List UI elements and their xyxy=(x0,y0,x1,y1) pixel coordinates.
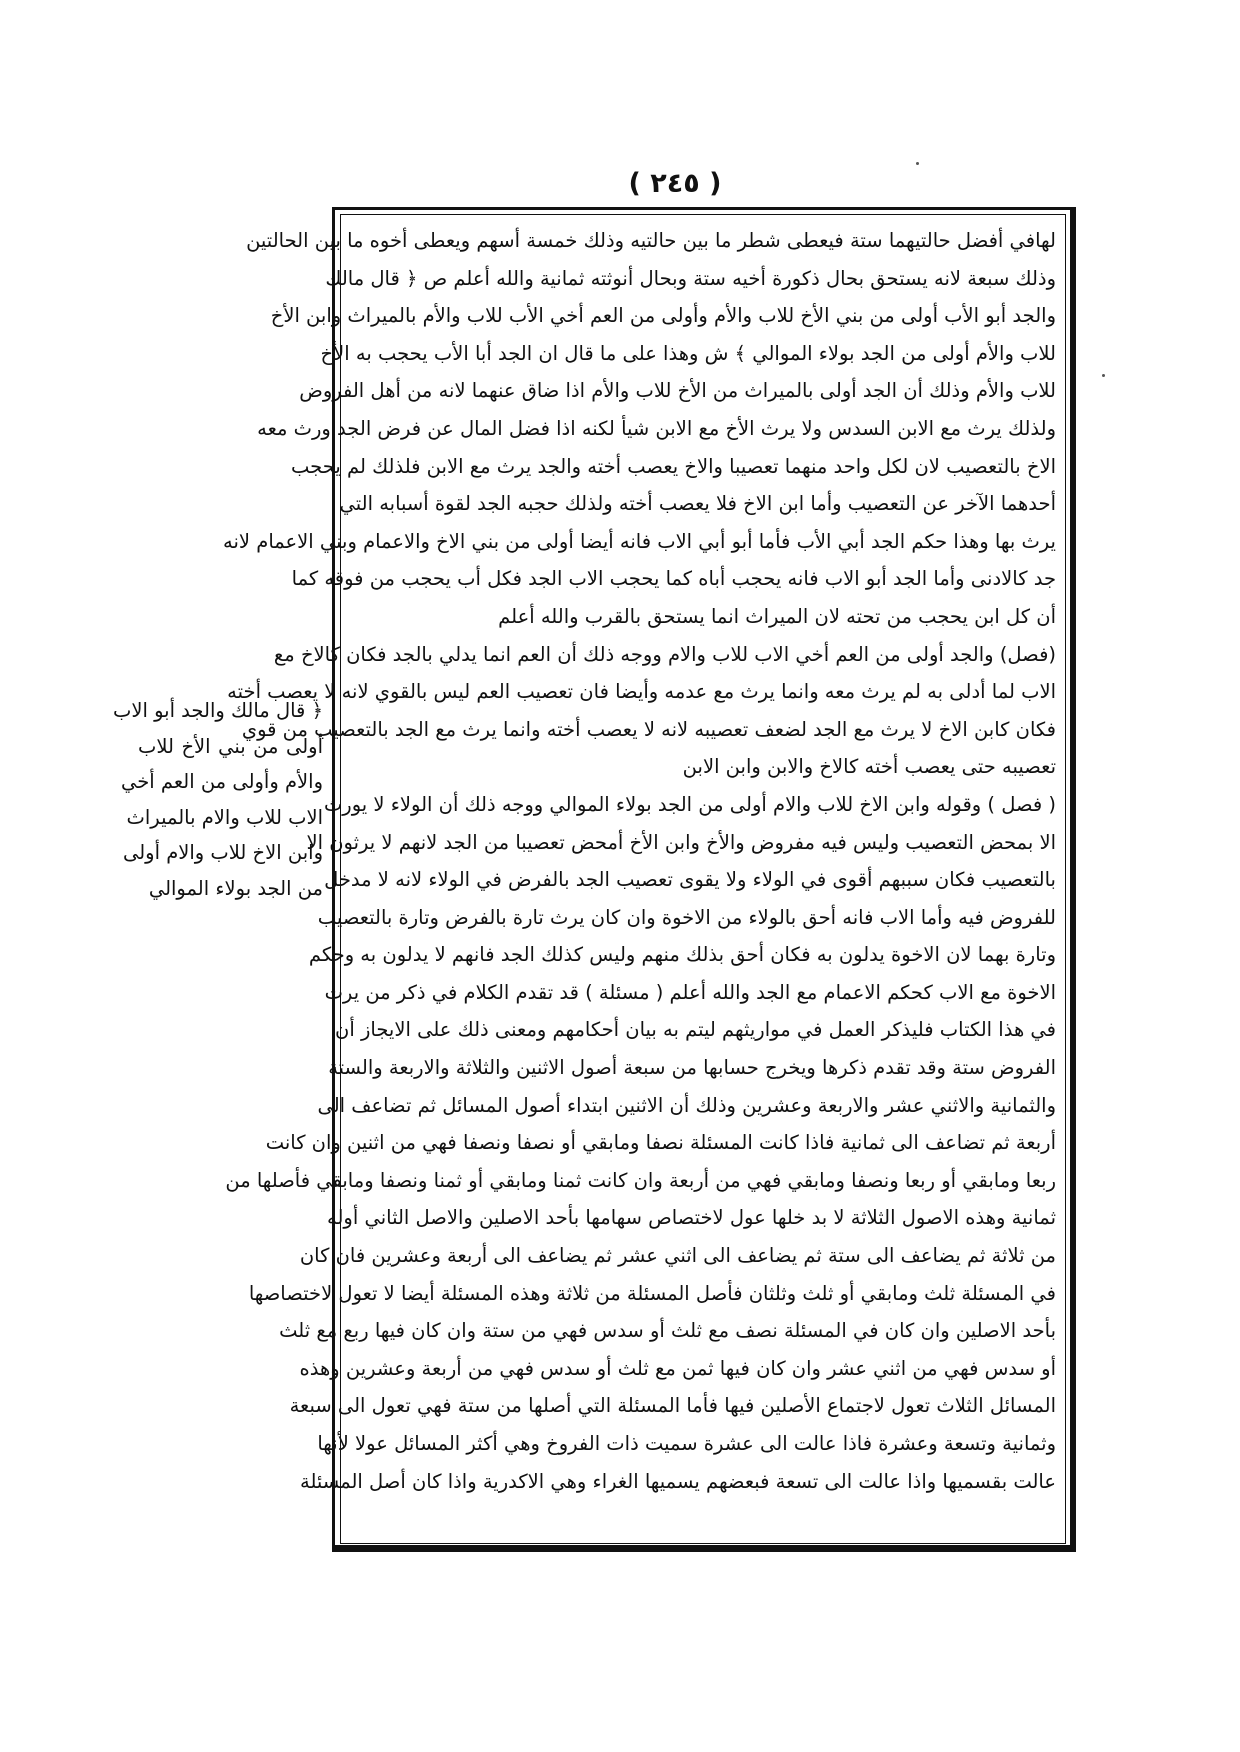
text-line: وثمانية وتسعة وعشرة فاذا عالت الى عشرة سميت ذات الفروخ وهي أكثر المسائل عولا لأنها xyxy=(317,1432,1056,1455)
text-line: بالتعصيب فكان سببهم أقوى في الولاء ولا يقوى تعصيب الجد بالفرض في الولاء لانه لا مدخل xyxy=(324,868,1056,892)
stray-dot xyxy=(1102,374,1105,377)
stray-dot xyxy=(916,162,919,165)
text-line: أو سدس فهي من اثني عشر وان كان فيها ثمن مع ثلث أو سدس فهي من أربعة وعشرين وهذه xyxy=(299,1356,1056,1380)
text-line: أربعة ثم تضاعف الى ثمانية فاذا كانت المسئلة نصفا ومابقي أو نصفا ونصفا فهي من اثنين وان كانت xyxy=(265,1131,1056,1155)
margin-line: وابن الاخ للاب والام أولى xyxy=(122,841,323,864)
text-line: للفروض فيه وأما الاب فانه أحق بالولاء من الاخوة وان كان يرث تارة بالفرض وتارة بالتعصيب xyxy=(317,905,1056,929)
text-line: أحدهما الآخر عن التعصيب وأما ابن الاخ فلا يعصب أخته ولذلك حجبه الجد لقوة أسبابه التي xyxy=(339,492,1056,516)
text-line: في هذا الكتاب فليذكر العمل في مواريثهم ليتم به بيان أحكامهم ومعنى ذلك على الايجاز أن xyxy=(335,1018,1056,1042)
text-line: ثمانية وهذه الاصول الثلاثة لا بد خلها عول لاختصاص سهامها بأحد الاصلين والاصل الثاني أوله xyxy=(327,1206,1056,1230)
text-line: للاب والأم وذلك أن الجد أولى بالميراث من الأخ للاب والأم اذا ضاق عنهما لانه من أهل الفروض xyxy=(299,379,1056,403)
text-line: وذلك سبعة لانه يستحق بحال ذكورة أخيه ستة وبحال أنوثته ثمانية والله أعلم ص ﴿ قال مالك xyxy=(325,266,1056,290)
margin-line: والأم وأولى من العم أخي xyxy=(120,770,323,793)
text-line: الاخوة مع الاب كحكم الاعمام مع الجد والله أعلم ( مسئلة ) قد تقدم الكلام في ذكر من يرث xyxy=(324,980,1056,1004)
margin-line: من الجد بولاء الموالي xyxy=(148,876,323,900)
text-line: عالت بقسميها واذا عالت الى تسعة فبعضهم يسميها الغراء وهي الاكدرية واذا كان أصل المسئلة xyxy=(300,1469,1056,1493)
text-line: بأحد الاصلين وان كان في المسئلة نصف مع ثلث أو سدس فهي من ستة وان كان فيها ربع مع ثلث xyxy=(279,1319,1056,1343)
margin-line: الاب للاب والام بالميراث xyxy=(126,805,323,829)
margin-line: أولى من بني الأخ للاب xyxy=(138,734,323,758)
text-line: وتارة بهما لان الاخوة يدلون به فكان أحق بذلك منهم وليس كذلك الجد فانهم لا يدلون به وحكم xyxy=(308,943,1056,967)
text-line: أن كل ابن يحجب من تحته لان الميراث انما يستحق بالقرب والله أعلم xyxy=(498,604,1056,628)
text-line: من ثلاثة ثم يضاعف الى ستة ثم يضاعف الى اثني عشر ثم يضاعف الى أربعة وعشرين فان كان xyxy=(299,1244,1056,1268)
text-line: في المسئلة ثلث ومابقي أو ثلث وثلثان فأصل المسئلة من ثلاثة وهذه المسئلة أيضا لا تعول لاختصاصها xyxy=(248,1281,1056,1305)
text-line: تعصيبه حتى يعصب أخته كالاخ والابن وابن الابن xyxy=(682,755,1056,779)
text-line: ربعا ومابقي أو ربعا ونصفا ومابقي فهي من أربعة وان كانت ثمنا ومابقي أو ثمنا ونصفا ومابقي فأصلها من xyxy=(225,1168,1056,1192)
margin-note xyxy=(112,693,323,906)
text-line: لهافي أفضل حالتيهما ستة فيعطى شطر ما بين حالتيه وذلك خمسة أسهم ويعطى أخوه ما بين الحالتين xyxy=(246,229,1056,252)
text-line: للاب والأم أولى من الجد بولاء الموالي ﴾ ش وهذا على ما قال ان الجد أبا الأب يحجب به الأخ xyxy=(320,341,1056,365)
text-line: والثمانية والاثني عشر والاربعة وعشرين وذلك أن الاثنين ابتداء أصول المسائل ثم تضاعف الى xyxy=(317,1093,1056,1117)
text-line: ولذلك يرث مع الابن السدس ولا يرث الأخ مع الابن شيأ لكنه اذا فضل المال عن فرض الجد ورث معه xyxy=(257,416,1056,440)
text-line: فكان كابن الاخ لا يرث مع الجد لضعف تعصيبه لانه لا يعصب أخته وانما يرث مع الجد بالتعصيب من قوي xyxy=(241,717,1056,741)
text-line: (فصل) والجد أولى من العم أخي الاب للاب والام ووجه ذلك أن العم انما يدلي بالجد فكان كالاخ مع xyxy=(273,642,1056,666)
text-line: الاخ بالتعصيب لان لكل واحد منهما تعصيبا والاخ يعصب أخته والجد يرث مع الابن فلذلك لم يحجب xyxy=(291,454,1056,478)
text-line: ( فصل ) وقوله وابن الاخ للاب والام أولى من الجد بولاء الموالي ووجه ذلك أن الولاء لا يورث xyxy=(323,792,1056,816)
text-line: الا بمحض التعصيب وليس فيه مفروض والأخ وابن الأخ أمحض تعصيبا من الجد لانهم لا يرثون الا xyxy=(306,830,1056,854)
text-line: المسائل الثلاث تعول لاجتماع الأصلين فيها فأما المسئلة التي أصلها من ستة فهي تعول الى سبعة xyxy=(289,1394,1056,1418)
text-line: الاب لما أدلى به لم يرث معه وانما يرث مع عدمه وأيضا فان تعصيب العم ليس بالقوي لانه لا يعصب أخته xyxy=(227,680,1056,704)
text-line: والجد أبو الأب أولى من بني الأخ للاب والأم وأولى من العم أخي الأب للاب والأم بالميراث وابن الأخ xyxy=(270,304,1056,328)
text-line: جد كالادنى وأما الجد أبو الاب فانه يحجب أباه كما يحجب الاب الجد فكل أب يحجب من فوقه كما xyxy=(291,567,1056,591)
page-number: ( ٢٤٥ ) xyxy=(628,168,722,199)
margin-line: ﴿ قال مالك والجد أبو الاب xyxy=(112,699,323,722)
text-line: يرث بها وهذا حكم الجد أبي الأب فأما أبو أبي الاب فانه أيضا أولى من بني الاخ والاعمام وبني الاعمام لانه xyxy=(223,529,1056,553)
text-line: الفروض ستة وقد تقدم ذكرها ويخرج حسابها من سبعة أصول الاثنين والثلاثة والاربعة والستة xyxy=(328,1056,1056,1080)
